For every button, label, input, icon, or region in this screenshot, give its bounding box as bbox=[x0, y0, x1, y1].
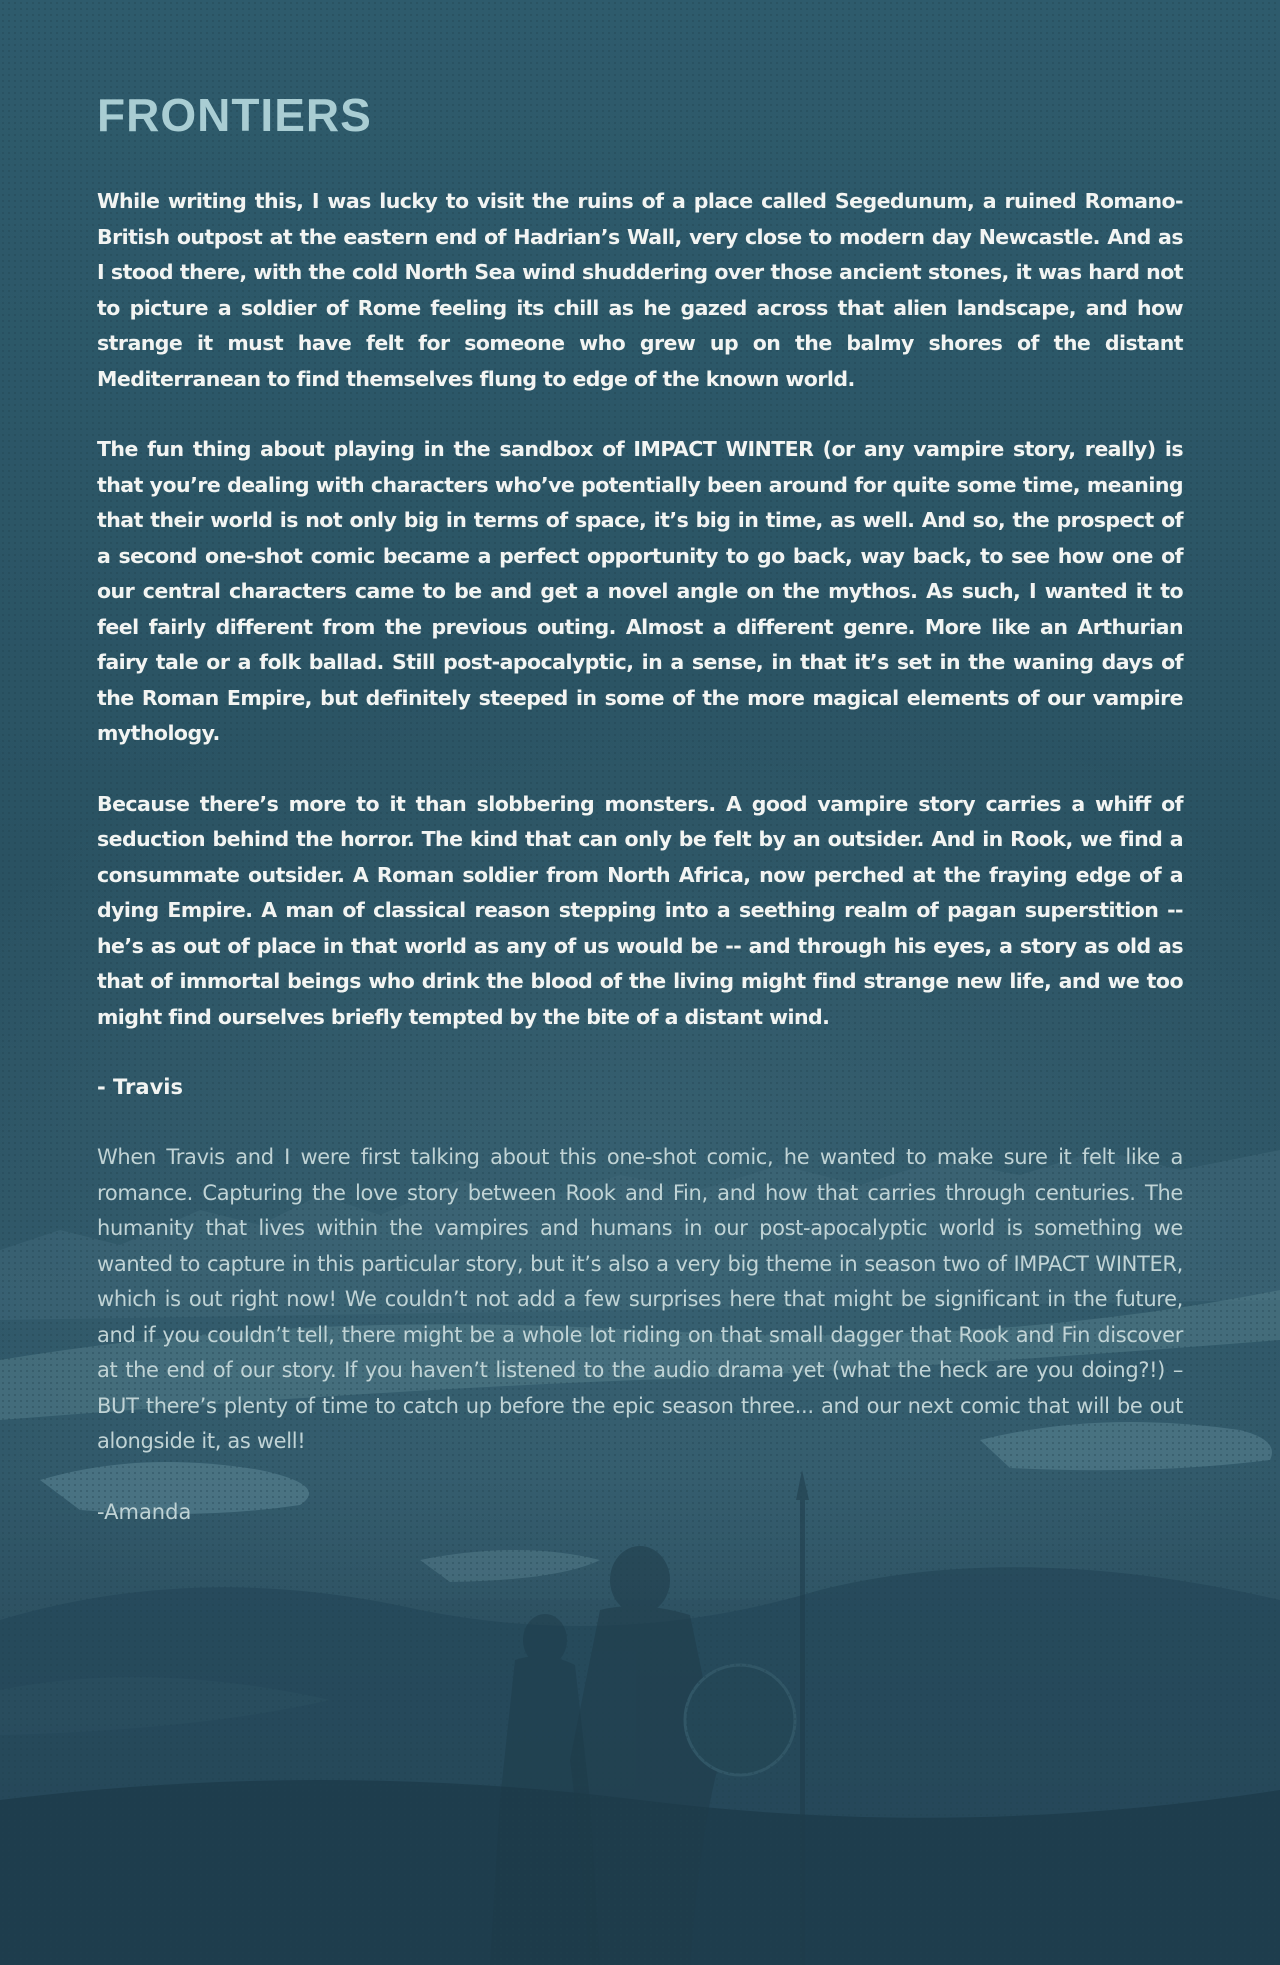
page-title: FRONTIERS bbox=[97, 89, 372, 141]
signature-travis: - Travis bbox=[97, 1075, 183, 1099]
paragraph-travis-3: Because there’s more to it than slobbering monsters. A good vampire story carries a whiff of seduction behind the horror. The kind that can only be felt by an outsider. And in Rook, we find a consummate outsider. A Roman soldier from North Africa, now perched at the fraying edge of a dying Empire. A man of classical reason stepping into a seething realm of pagan superstition -- he’s as out of place in that world as any of us would be -- and through his eyes, a story as old as that of immortal beings who drink the blood of the living might find strange new life, and we too might find ourselves briefly tempted by the bite of a distant wind. bbox=[97, 791, 1183, 1029]
signature-amanda: -Amanda bbox=[97, 1499, 192, 1524]
paragraph-travis-1: While writing this, I was lucky to visit the ruins of a place called Segedunum, a ruined Romano-British outpost at the eastern end of Hadrian’s Wall, very close to modern day Newcastle. And as I stood there, with the cold North Sea wind shuddering over those ancient stones, it was hard not to picture a soldier of Rome feeling its chill as he gazed across that alien landscape, and how strange it must have felt for someone who grew up on the balmy shores of the distant Mediterranean to find themselves flung to edge of the known world. bbox=[97, 189, 1183, 391]
article bbox=[97, 88, 1183, 1565]
paragraph-travis-2: The fun thing about playing in the sandbox of IMPACT WINTER (or any vampire story, really) is that you’re dealing with characters who’ve potentially been around for quite some time, meaning that their world is not only big in terms of space, it’s big in time, as well. And so, the prospect of a second one-shot comic became a perfect opportunity to go back, way back, to see how one of our central characters came to be and get a novel angle on the mythos. As such, I wanted it to feel fairly different from the previous outing. Almost a different genre. More like an Arthurian fairy tale or a folk ballad. Still post-apocalyptic, in a sense, in that it’s set in the waning days of the Roman Empire, but definitely steeped in some of the more magical elements of our vampire mythology. bbox=[97, 437, 1183, 745]
paragraph-amanda: When Travis and I were first talking about this one-shot comic, he wanted to make sure it felt like a romance. Capturing the love story between Rook and Fin, and how that carries through centuries. The humanity that lives within the vampires and humans in our post-apocalyptic world is something we wanted to capture in this particular story, but it’s also a very big theme in season two of IMPACT WINTER, which is out right now! We couldn’t not add a few surprises here that might be significant in the future, and if you couldn’t tell, there might be a whole lot riding on that small dagger that Rook and Fin discover at the end of our story. If you haven’t listened to the audio drama yet (what the heck are you doing?!) – BUT there’s plenty of time to catch up before the epic season three... and our next comic that will be out alongside it, as well! bbox=[97, 1145, 1183, 1453]
